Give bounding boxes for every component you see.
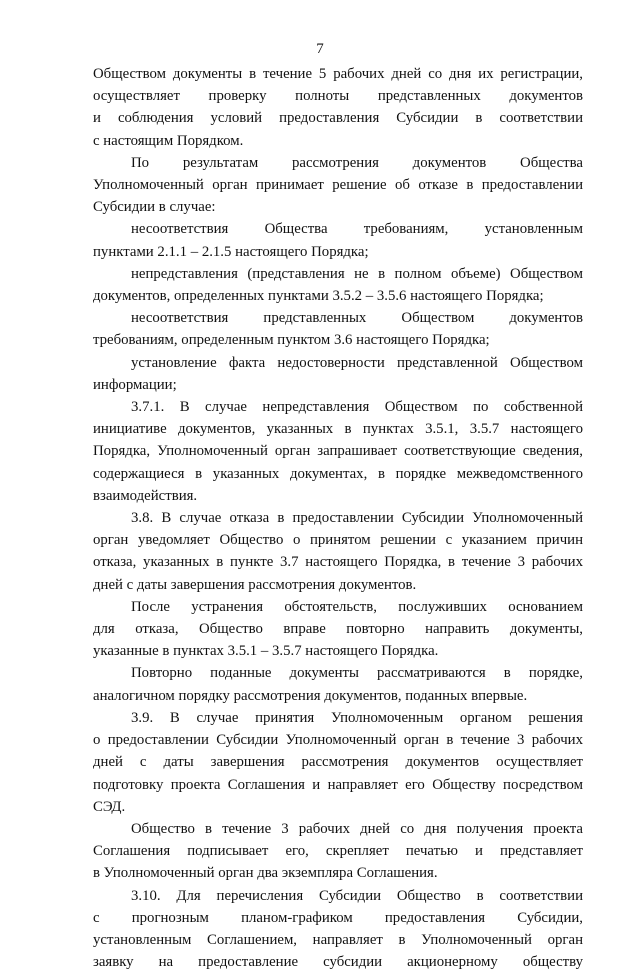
text-line: требованиям, определенным пунктом 3.6 настоящего Порядка; (93, 332, 490, 349)
text-line: Соглашения подписывает его, скрепляет печатью и представляет (93, 843, 583, 860)
text-line: дней с даты завершения рассмотрения документов осуществляет (93, 754, 583, 771)
text-line: 3.7.1. В случае непредставления Обществом по собственной (131, 399, 583, 416)
text-line: СЭД. (93, 798, 126, 815)
text-line: непредставления (представления не в полном объеме) Обществом (131, 265, 583, 282)
text-line: осуществляет проверку полноты представленных документов (93, 88, 583, 105)
text-line: установленным Соглашением, направляет в Уполномоченный орган (93, 931, 583, 948)
text-line: 3.10. Для перечисления Субсидии Общество в соответствии (131, 887, 583, 904)
text-line: Субсидии в случае: (93, 199, 216, 216)
text-line: орган уведомляет Общество о принятом решении с указанием причин (93, 532, 583, 549)
text-line: подготовку проекта Соглашения и направляет его Обществу посредством (93, 776, 583, 793)
text-line: в Уполномоченный орган два экземпляра Соглашения. (93, 865, 438, 882)
text-line: документов, определенных пунктами 3.5.2 – 3.5.6 настоящего Порядка; (93, 288, 544, 305)
text-line: с настоящим Порядком. (93, 132, 244, 149)
text-line: После устранения обстоятельств, послуживших основанием (131, 598, 583, 615)
text-line: Общество в течение 3 рабочих дней со дня получения проекта (131, 820, 583, 837)
text-line: отказа, указанных в пункте 3.7 настоящего Порядка, в течение 3 рабочих (93, 554, 583, 571)
text-line: пунктами 2.1.1 – 2.1.5 настоящего Порядка; (93, 243, 369, 260)
text-line: По результатам рассмотрения документов Общества (131, 154, 583, 171)
text-line: установление факта недостоверности представленной Обществом (131, 354, 583, 371)
text-line: о предоставлении Субсидии Уполномоченный орган в течение 3 рабочих (93, 732, 583, 749)
text-line: Обществом документы в течение 5 рабочих дней со дня их регистрации, (93, 66, 583, 82)
text-line: взаимодействия. (93, 487, 198, 504)
text-line: Повторно поданные документы рассматриваются в порядке, (131, 665, 583, 682)
text-line: Порядка, Уполномоченный орган запрашивает соответствующие сведения, (93, 443, 583, 460)
text-line: несоответствия Общества требованиям, установленным (131, 221, 583, 238)
text-line: дней с даты завершения рассмотрения документов. (93, 576, 417, 593)
text-line: информации; (93, 376, 177, 393)
text-line: несоответствия представленных Обществом документов (131, 310, 583, 327)
text-line: с прогнозным планом-графиком предоставления Субсидии, (93, 909, 583, 926)
text-line: для отказа, Общество вправе повторно направить документы, (93, 621, 583, 638)
text-line: аналогичном порядку рассмотрения документов, поданных впервые. (93, 687, 528, 704)
text-line: и соблюдения условий предоставления Субсидии в соответствии (93, 110, 583, 127)
text-line: Уполномоченный орган принимает решение об отказе в предоставлении (93, 177, 583, 194)
page-number: 7 (316, 41, 324, 57)
text-line: 3.8. В случае отказа в предоставлении Субсидии Уполномоченный (131, 510, 583, 527)
text-line: инициативе документов, указанных в пунктах 3.5.1, 3.5.7 настоящего (93, 421, 583, 438)
text-line: заявку на предоставление субсидии акционерному обществу (93, 954, 583, 971)
text-line: содержащиеся в указанных документах, в порядке межведомственного (93, 465, 583, 482)
text-line: 3.9. В случае принятия Уполномоченным органом решения (131, 709, 583, 726)
text-line: указанные в пунктах 3.5.1 – 3.5.7 настоящего Порядка. (93, 643, 439, 660)
document-body (93, 63, 583, 973)
